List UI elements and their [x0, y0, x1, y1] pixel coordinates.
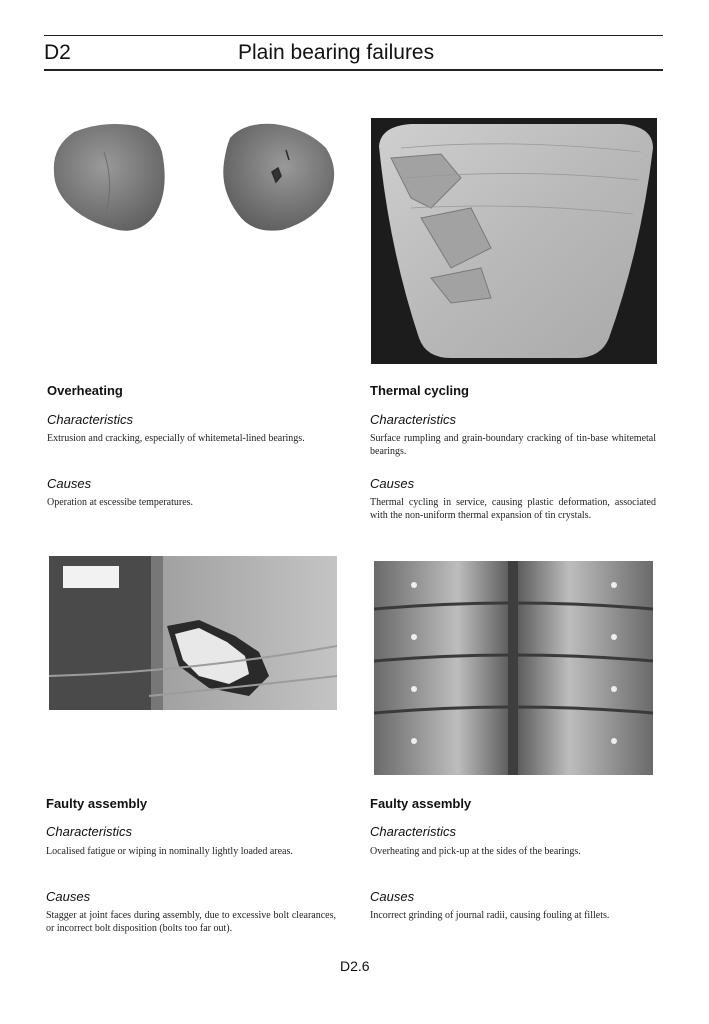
characteristics-label: Characteristics	[46, 824, 132, 839]
faulty-assembly-sides-photo	[374, 561, 653, 775]
header-top-rule	[44, 35, 663, 36]
page-number: D2.6	[340, 958, 370, 974]
causes-label: Causes	[370, 476, 415, 491]
section-heading-faulty-assembly: Faulty assembly	[370, 796, 472, 811]
section-code: D2	[44, 41, 71, 64]
characteristics-text: Localised fatigue or wiping in nominally lightly loaded areas.	[46, 846, 293, 857]
causes-text: Incorrect grinding of journal radii, causing fouling at fillets.	[370, 910, 610, 921]
causes-text: Stagger at joint faces during assembly, due to excessive bolt clearances, or incorrect bolt disposition (bolts too far out).	[46, 910, 336, 934]
characteristics-label: Characteristics	[47, 412, 133, 427]
section-heading-faulty-assembly: Faulty assembly	[46, 796, 148, 811]
faulty-assembly-stagger-photo	[49, 556, 337, 710]
characteristics-label: Characteristics	[370, 412, 456, 427]
causes-label: Causes	[46, 889, 91, 904]
characteristics-text: Overheating and pick-up at the sides of the bearings.	[370, 846, 581, 857]
thermal-cycling-photo	[371, 118, 657, 364]
causes-text: Thermal cycling in service, causing plastic deformation, associated with the non-uniform thermal expansion of tin crystals.	[370, 497, 656, 521]
causes-text: Operation at escessibe temperatures.	[47, 497, 194, 508]
characteristics-text: Extrusion and cracking, especially of whitemetal-lined bearings.	[47, 433, 305, 444]
section-heading-overheating: Overheating	[47, 383, 123, 398]
section-heading-thermal-cycling: Thermal cycling	[370, 383, 469, 398]
page-title: Plain bearing failures	[238, 41, 435, 64]
causes-label: Causes	[47, 476, 92, 491]
characteristics-label: Characteristics	[370, 824, 456, 839]
header-bottom-rule	[44, 69, 663, 71]
overheating-photo	[44, 112, 340, 234]
characteristics-text: Surface rumpling and grain-boundary cracking of tin-base whitemetal bearings.	[370, 433, 656, 457]
causes-label: Causes	[370, 889, 415, 904]
